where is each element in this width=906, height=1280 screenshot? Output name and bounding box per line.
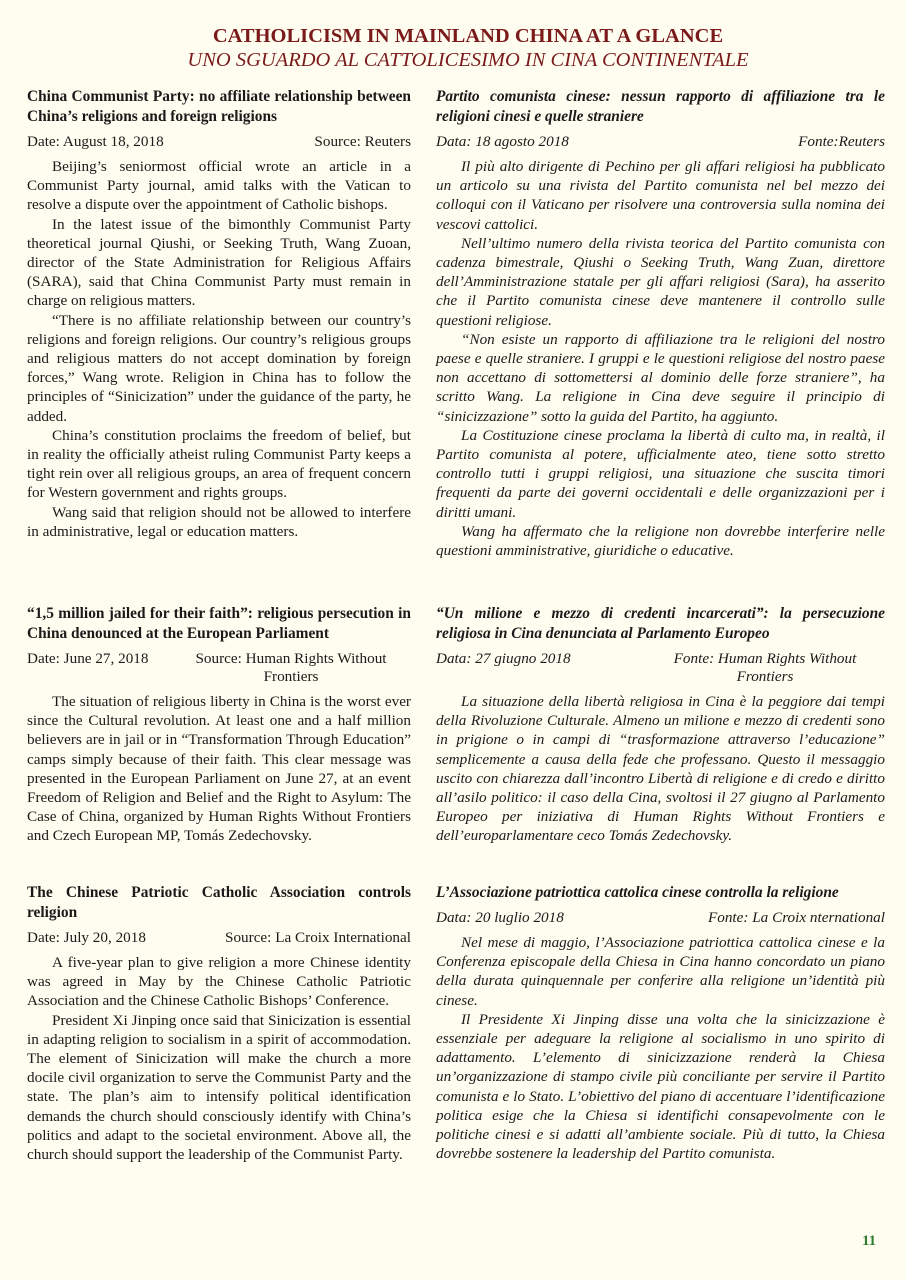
article-date: Data: 18 agosto 2018 <box>436 133 569 150</box>
article-headline: Partito comunista cinese: nessun rapporto di affiliazione tra le religioni cinesi e quelle straniere <box>436 88 885 125</box>
article-body <box>27 157 411 541</box>
article-body <box>436 933 885 1163</box>
article-headline: The Chinese Patriotic Catholic Association controls religion <box>27 884 411 921</box>
article-meta <box>436 650 885 686</box>
article-en-3 <box>27 883 411 1164</box>
article-it-1 <box>436 87 885 560</box>
title-english: CATHOLICISM IN MAINLAND CHINA AT A GLANCE <box>212 25 724 47</box>
article-source: Source: Human Rights Without Frontiers <box>195 650 387 685</box>
paragraph: President Xi Jinping once said that Sinicization is essential in adapting religion to socialism in a spirit of accommodation. The element of Sinicization will make the church a more docile civil organization to serve the Communist Party and the state. The plan’s aim to intensify political identification demands the church should consciously identify with China’s politics and adapt to the societal environment. Above all, the church should support the leadership of the Communist Party. <box>27 1011 411 1164</box>
article-meta <box>27 133 411 151</box>
article-date: Date: July 20, 2018 <box>27 929 146 946</box>
paragraph: Beijing’s seniormost official wrote an article in a Communist Party journal, amid talks with the Vatican to resolve a dispute over the appointment of Catholic bishops. <box>27 158 411 214</box>
title-italian: UNO SGUARDO AL CATTOLICESIMO IN CINA CONTINENTALE <box>187 49 749 71</box>
article-date: Date: June 27, 2018 <box>27 650 149 667</box>
paragraph: Il più alto dirigente di Pechino per gli affari religiosi ha pubblicato un articolo su una rivista del Partito comunista nel bel mezzo dei colloqui con il Vaticano per risolvere una controversia sulla nomina dei vescovi cattolici. <box>436 158 885 233</box>
article-meta <box>436 909 885 927</box>
article-date: Data: 27 giugno 2018 <box>436 650 571 667</box>
article-headline: L’Associazione patriottica cattolica cinese controlla la religione <box>436 884 839 901</box>
paragraph: China’s constitution proclaims the freedom of belief, but in reality the officially atheist ruling Communist Party keeps a tight rein over all religious groups, an area of frequent concern for Western government and rights groups. <box>27 426 411 502</box>
article-en-2 <box>27 604 411 846</box>
paragraph: In the latest issue of the bimonthly Communist Party theoretical journal Qiushi, or Seeking Truth, Wang Zuoan, director of the State Administration for Religious Affairs (SARA), said that China Communist Party must remain in charge on religious matters. <box>27 215 411 310</box>
article-source: Fonte: La Croix nternational <box>707 909 885 926</box>
article-headline: “Un milione e mezzo di credenti incarcerati”: la persecuzione religiosa in Cina denunciata al Parlamento Europeo <box>436 605 885 642</box>
page-header <box>0 24 906 72</box>
paragraph: La Costituzione cinese proclama la libertà di culto ma, in realtà, il Partito comunista al potere, ufficialmente ateo, tiene sotto stretto controllo tutti i gruppi religiosi, una situazione che suscita timori frequenti da parte dei governi occidentali e delle organizzazioni per i diritti umani. <box>436 426 885 521</box>
article-en-1 <box>27 87 411 541</box>
article-body <box>27 692 411 846</box>
paragraph: “There is no affiliate relationship between our country’s religions and foreign religions. Our country’s religious groups and religious matters do not accept domination by foreign forces,” Wang wrote. Religion in China has to follow the principles of “Sinicization” under the guidance of the party, he added. <box>27 311 411 425</box>
paragraph: Il Presidente Xi Jinping disse una volta che la sinicizzazione è essenziale per adeguare la religione al socialismo in uno spirito di adattamento. L’elemento di sinicizzazione renderà la Chiesa un’organizzazione di stampo civile più conciliante per servire il Partito comunista e lo Stato. L’obiettivo del piano di accentuare l’identificazione politica esige che la Chiesa si identifichi consapevolmente con le politiche cinesi e si adatti all’ambiente sociale. Più di tutto, la Chiesa dovrebbe sostenere la leadership del Partito comunista. <box>436 1010 885 1163</box>
article-body <box>436 157 885 560</box>
article-source: Fonte:Reuters <box>798 133 885 150</box>
paragraph: Wang ha affermato che la religione non dovrebbe interferire nelle questioni amministrative, giuridiche o educative. <box>436 522 885 560</box>
article-body <box>436 692 885 846</box>
article-date: Data: 20 luglio 2018 <box>436 909 564 926</box>
paragraph: A five-year plan to give religion a more Chinese identity was agreed in May by the Chinese Catholic Patriotic Association and the Chinese Catholic Bishops’ Conference. <box>27 954 411 1010</box>
article-meta <box>436 133 885 151</box>
article-date: Date: August 18, 2018 <box>27 133 164 150</box>
article-source: Source: Reuters <box>314 133 411 150</box>
article-headline: China Communist Party: no affiliate relationship between China’s religions and foreign religions <box>27 88 411 125</box>
paragraph: “Non esiste un rapporto di affiliazione tra le religioni del nostro paese e quelle straniere. I gruppi e le questioni religiose del nostro paese non accettano di sottomettersi al dominio delle forze straniere”, ha scritto Wang. La religione in Cina deve seguire il principio di “sinicizzazione” sotto la guida del Partito, ha aggiunto. <box>436 330 885 425</box>
article-headline: “1,5 million jailed for their faith”: religious persecution in China denounced at the European Parliament <box>27 605 411 642</box>
paragraph: Nel mese di maggio, l’Associazione patriottica cattolica cinese e la Conferenza episcopale della Chiesa in Cina hanno concordato un piano della durata quinquennale per conferire alla religione un’identità più cinese. <box>436 934 885 1009</box>
article-source: Source: La Croix International <box>225 929 411 946</box>
article-it-3 <box>436 883 885 1163</box>
paragraph: Wang said that religion should not be allowed to interfere in administrative, legal or education matters. <box>27 503 411 540</box>
article-source: Fonte: Human Rights Without Frontiers <box>673 650 857 685</box>
article-it-2 <box>436 604 885 846</box>
paragraph: The situation of religious liberty in China is the worst ever since the Cultural revolution. At least one and a half million believers are in jail or in “Transformation Through Education” camps simply because of their faith. This clear message was presented in the European Parliament on June 27, at an event Freedom of Religion and Belief and the Right to Asylum: The Case of China, organized by Human Rights Without Frontiers and Czech European MP, Tomás Zedechovsky. <box>27 693 411 845</box>
article-body <box>27 953 411 1164</box>
paragraph: La situazione della libertà religiosa in Cina è la peggiore dai tempi della Rivoluzione Culturale. Almeno un milione e mezzo di credenti sono in prigione o in campi di “trasformazione attraverso l’educazione” semplicemente a causa della fede che professano. Questo il messaggio uscito con chiarezza dall’incontro Libertà di religione e di credo e diritto all’asilo politico: il caso della Cina, svoltosi il 27 giugno al Parlamento Europeo per iniziativa di Human Rights Without Frontiers e dell’europarlamentare ceco Tomás Zedechovsky. <box>436 693 885 845</box>
paragraph: Nell’ultimo numero della rivista teorica del Partito comunista con cadenza bimestrale, Qiushi o Seeking Truth, Wang Zuan, direttore dell’Amministrazione statale per gli affari religiosi (Sara), ha asserito che il Partito comunista cinese deve mantenere il controllo sulle questioni religiose. <box>436 234 885 329</box>
page-number: 11 <box>862 1233 877 1249</box>
article-meta <box>27 929 411 947</box>
article-meta <box>27 650 411 686</box>
